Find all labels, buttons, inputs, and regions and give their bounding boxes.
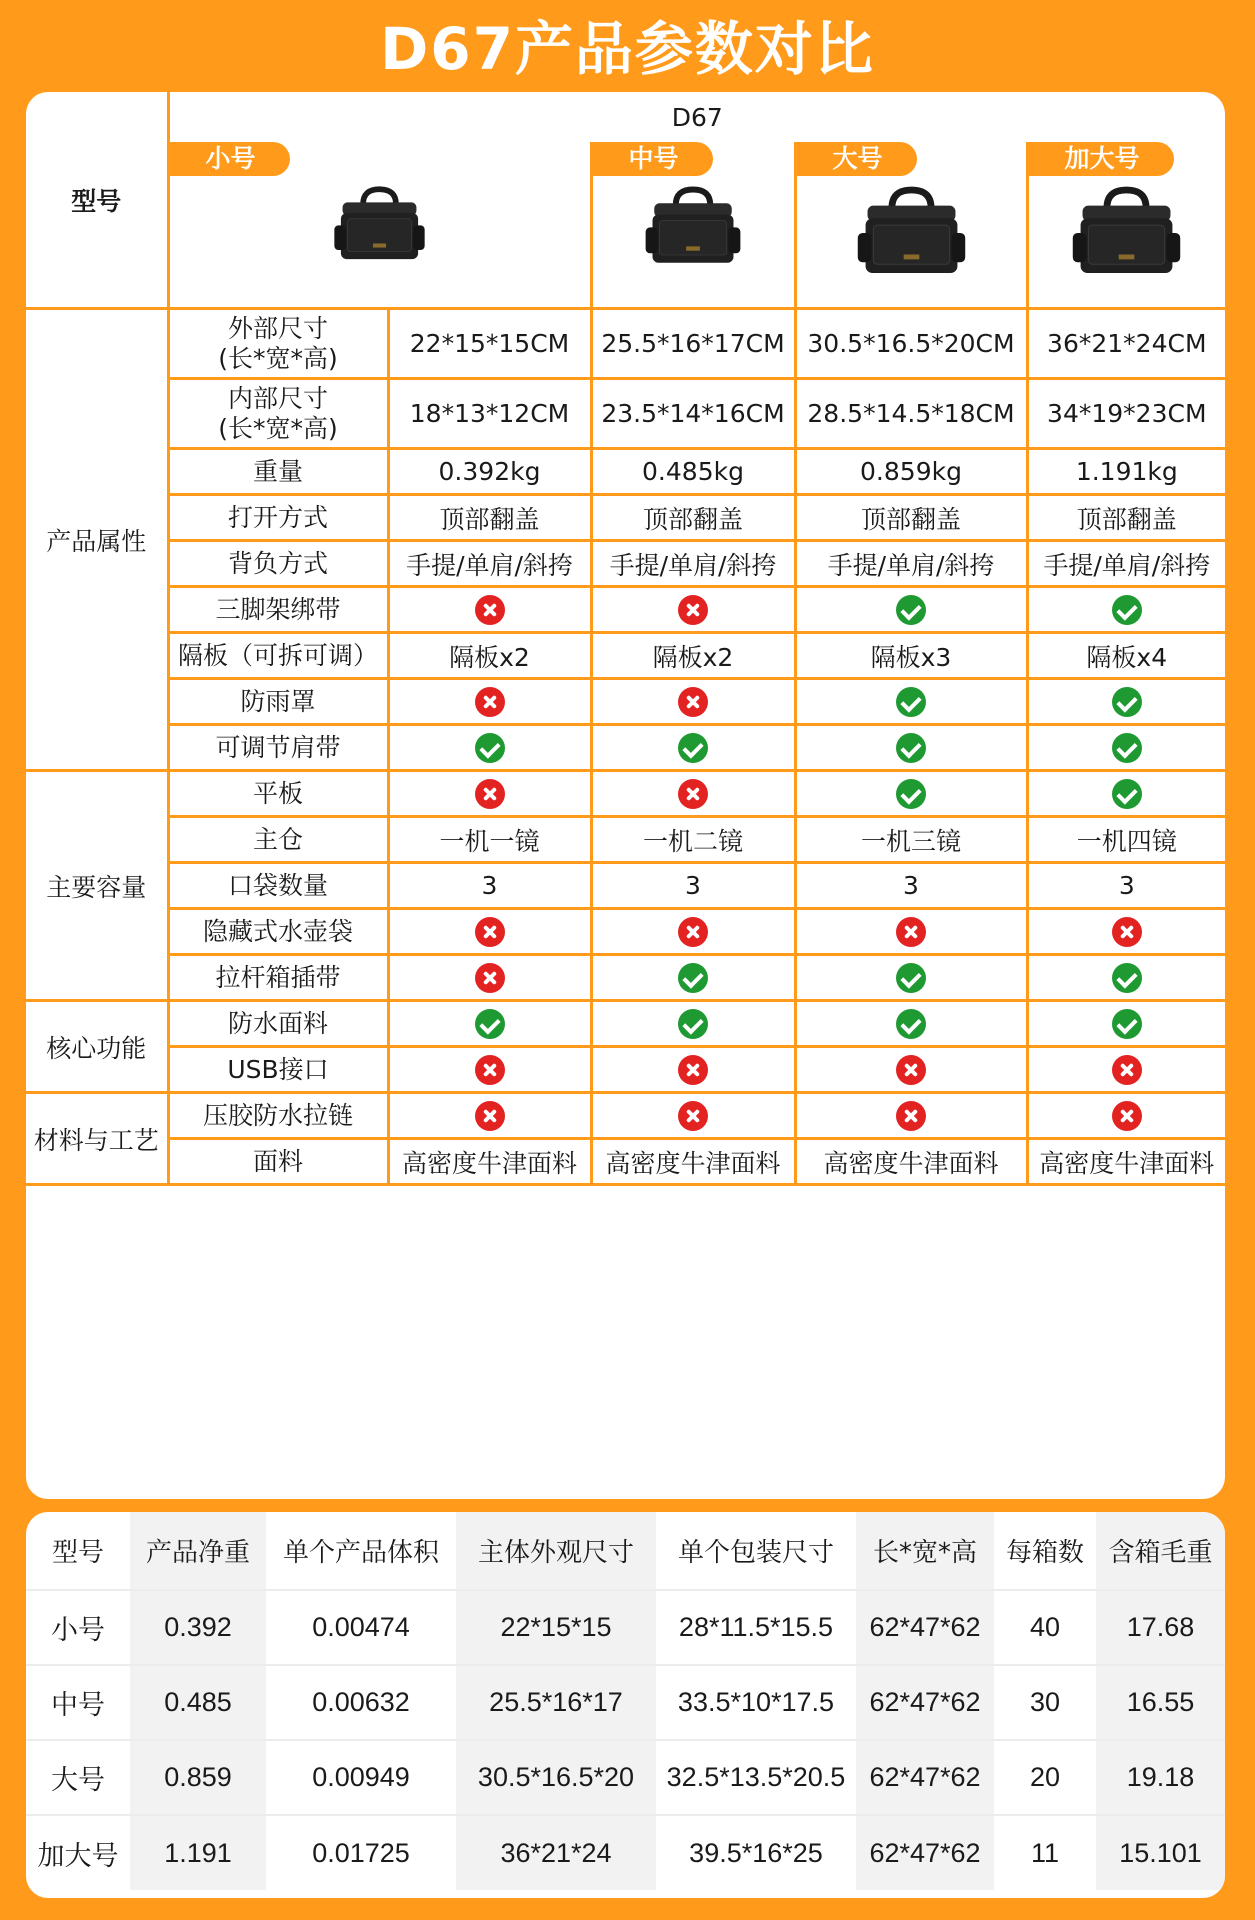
- attribute-value: 34*19*23CM: [1027, 379, 1225, 449]
- packing-header: 型号: [26, 1512, 130, 1590]
- packing-value: 20: [994, 1740, 1096, 1815]
- feature-yes: [795, 587, 1027, 633]
- packing-value: 0.00474: [266, 1590, 456, 1665]
- packing-value: 32.5*13.5*20.5: [656, 1740, 856, 1815]
- attribute-value: 25.5*16*17CM: [591, 309, 795, 379]
- group-label: 产品属性: [26, 309, 168, 771]
- attribute-label: 压胶防水拉链: [168, 1093, 388, 1139]
- packing-value: 17.68: [1096, 1590, 1225, 1665]
- feature-yes: [1027, 771, 1225, 817]
- packing-header: 含箱毛重: [1096, 1512, 1225, 1590]
- feature-no: [1027, 1047, 1225, 1093]
- check-icon: [1112, 1009, 1142, 1039]
- feature-yes: [591, 1001, 795, 1047]
- attribute-value: 18*13*12CM: [388, 379, 591, 449]
- attribute-value: 一机二镜: [591, 817, 795, 863]
- packing-info-card: [26, 1512, 1225, 1898]
- feature-yes: [1027, 1001, 1225, 1047]
- feature-yes: [795, 1001, 1027, 1047]
- attribute-value: 顶部翻盖: [795, 495, 1027, 541]
- check-icon: [475, 1009, 505, 1039]
- packing-value: 0.00949: [266, 1740, 456, 1815]
- feature-yes: [591, 955, 795, 1001]
- attribute-value: 1.191kg: [1027, 449, 1225, 495]
- attribute-label: 外部尺寸 (长*宽*高): [168, 309, 388, 379]
- packing-value: 19.18: [1096, 1740, 1225, 1815]
- attribute-value: 顶部翻盖: [388, 495, 591, 541]
- feature-no: [591, 909, 795, 955]
- cross-icon: [678, 687, 708, 717]
- feature-no: [1027, 1093, 1225, 1139]
- feature-yes: [1027, 587, 1225, 633]
- check-icon: [678, 1009, 708, 1039]
- group-label: 核心功能: [26, 1001, 168, 1093]
- size-header-1: [591, 142, 795, 309]
- size-tab: 加大号: [1029, 142, 1174, 176]
- cross-icon: [678, 779, 708, 809]
- model-header: 型号: [26, 92, 168, 309]
- cross-icon: [475, 595, 505, 625]
- size-header-0: [168, 142, 591, 309]
- cross-icon: [678, 1055, 708, 1085]
- size-tab: 中号: [593, 142, 713, 176]
- page-title: D67产品参数对比: [380, 15, 875, 83]
- packing-value: 0.01725: [312, 1837, 410, 1868]
- attribute-value: 隔板x4: [1027, 633, 1225, 679]
- feature-yes: [1027, 679, 1225, 725]
- size-tab: 小号: [170, 142, 290, 176]
- product-code: D67: [168, 92, 1225, 142]
- size-tab: 大号: [797, 142, 917, 176]
- attribute-label: 隔板（可拆可调）: [168, 633, 388, 679]
- packing-value: 62*47*62: [856, 1590, 994, 1665]
- bag-image: [797, 186, 1026, 279]
- attribute-value: 高密度牛津面料: [388, 1139, 591, 1185]
- packing-header: 主体外观尺寸: [456, 1512, 656, 1590]
- cross-icon: [678, 917, 708, 947]
- packing-value: 22*15*15: [456, 1590, 656, 1665]
- attribute-label: 拉杆箱插带: [168, 955, 388, 1001]
- packing-value: 0.392: [130, 1590, 266, 1665]
- packing-value: 33.5*10*17.5: [656, 1665, 856, 1740]
- check-icon: [1112, 779, 1142, 809]
- attribute-label: 三脚架绑带: [168, 587, 388, 633]
- check-icon: [678, 733, 708, 763]
- packing-value: 39.5*16*25: [689, 1837, 823, 1868]
- attribute-label: 重量: [168, 449, 388, 495]
- attribute-label: 防水面料: [168, 1001, 388, 1047]
- check-icon: [1112, 963, 1142, 993]
- cross-icon: [475, 917, 505, 947]
- feature-no: [1027, 909, 1225, 955]
- cross-icon: [678, 595, 708, 625]
- attribute-value: 高密度牛津面料: [795, 1139, 1027, 1185]
- cross-icon: [1112, 1101, 1142, 1131]
- feature-no: [591, 771, 795, 817]
- packing-header: 单个包装尺寸: [656, 1512, 856, 1590]
- feature-no: [388, 1093, 591, 1139]
- feature-yes: [591, 725, 795, 771]
- attribute-value: 0.485kg: [591, 449, 795, 495]
- cross-icon: [896, 917, 926, 947]
- attribute-value: 顶部翻盖: [591, 495, 795, 541]
- packing-header: 每箱数: [994, 1512, 1096, 1590]
- attribute-label: 内部尺寸 (长*宽*高): [168, 379, 388, 449]
- attribute-value: 手提/单肩/斜挎: [591, 541, 795, 587]
- attribute-value: 高密度牛津面料: [1027, 1139, 1225, 1185]
- feature-no: [591, 587, 795, 633]
- feature-yes: [795, 725, 1027, 771]
- attribute-value: 一机一镜: [388, 817, 591, 863]
- feature-yes: [388, 1001, 591, 1047]
- feature-no: [591, 679, 795, 725]
- packing-header: 长*宽*高: [856, 1512, 994, 1590]
- attribute-value: 手提/单肩/斜挎: [1027, 541, 1225, 587]
- attribute-value: 3: [795, 863, 1027, 909]
- feature-no: [795, 1093, 1027, 1139]
- attribute-label: 防雨罩: [168, 679, 388, 725]
- attribute-value: 一机三镜: [795, 817, 1027, 863]
- cross-icon: [896, 1101, 926, 1131]
- packing-header: 单个产品体积: [266, 1512, 456, 1590]
- check-icon: [896, 963, 926, 993]
- packing-header: 产品净重: [130, 1512, 266, 1590]
- feature-no: [388, 909, 591, 955]
- attribute-value: 手提/单肩/斜挎: [388, 541, 591, 587]
- bag-image: [593, 186, 794, 268]
- check-icon: [1112, 595, 1142, 625]
- cross-icon: [475, 1055, 505, 1085]
- packing-model: 加大号: [37, 1840, 119, 1871]
- packing-value: 30.5*16.5*20: [456, 1740, 656, 1815]
- check-icon: [896, 779, 926, 809]
- spec-table: [26, 92, 1225, 1186]
- attribute-value: 3: [1027, 863, 1225, 909]
- cross-icon: [896, 1055, 926, 1085]
- packing-value: 0.00632: [266, 1665, 456, 1740]
- attribute-value: 0.392kg: [388, 449, 591, 495]
- attribute-label: 口袋数量: [168, 863, 388, 909]
- feature-no: [388, 955, 591, 1001]
- attribute-label: 平板: [168, 771, 388, 817]
- attribute-value: 30.5*16.5*20CM: [795, 309, 1027, 379]
- packing-model: 中号: [26, 1665, 130, 1740]
- packing-value: 0.485: [130, 1665, 266, 1740]
- packing-value: 62*47*62: [856, 1665, 994, 1740]
- cross-icon: [678, 1101, 708, 1131]
- feature-yes: [1027, 725, 1225, 771]
- cross-icon: [475, 963, 505, 993]
- attribute-value: 高密度牛津面料: [591, 1139, 795, 1185]
- packing-value: 28*11.5*15.5: [656, 1590, 856, 1665]
- attribute-value: 0.859kg: [795, 449, 1027, 495]
- packing-value: 15.101: [1096, 1815, 1225, 1890]
- check-icon: [1112, 733, 1142, 763]
- cross-icon: [475, 779, 505, 809]
- feature-no: [795, 909, 1027, 955]
- check-icon: [896, 1009, 926, 1039]
- feature-no: [388, 1047, 591, 1093]
- packing-value: 62*47*62: [856, 1815, 994, 1890]
- packing-model: 大号: [26, 1740, 130, 1815]
- feature-no: [388, 771, 591, 817]
- feature-no: [795, 1047, 1027, 1093]
- packing-table: [26, 1512, 1225, 1890]
- attribute-value: 22*15*15CM: [388, 309, 591, 379]
- feature-no: [591, 1047, 795, 1093]
- attribute-value: 顶部翻盖: [1027, 495, 1225, 541]
- cross-icon: [475, 687, 505, 717]
- cross-icon: [1112, 1055, 1142, 1085]
- attribute-value: 3: [591, 863, 795, 909]
- feature-yes: [1027, 955, 1225, 1001]
- size-header-2: [795, 142, 1027, 309]
- packing-value: 16.55: [1096, 1665, 1225, 1740]
- attribute-value: 隔板x3: [795, 633, 1027, 679]
- packing-value: 11: [1030, 1837, 1060, 1868]
- attribute-value: 隔板x2: [388, 633, 591, 679]
- cross-icon: [1112, 917, 1142, 947]
- packing-value: 36*21*24: [456, 1815, 656, 1890]
- attribute-label: 隐藏式水壶袋: [168, 909, 388, 955]
- attribute-label: 可调节肩带: [168, 725, 388, 771]
- check-icon: [896, 687, 926, 717]
- check-icon: [1112, 687, 1142, 717]
- check-icon: [896, 733, 926, 763]
- group-label: 材料与工艺: [26, 1093, 168, 1185]
- attribute-label: 主仓: [168, 817, 388, 863]
- feature-yes: [795, 955, 1027, 1001]
- feature-yes: [795, 771, 1027, 817]
- feature-no: [388, 587, 591, 633]
- packing-value: 40: [994, 1590, 1096, 1665]
- group-label: 主要容量: [26, 771, 168, 1001]
- attribute-label: 背负方式: [168, 541, 388, 587]
- attribute-value: 36*21*24CM: [1027, 309, 1225, 379]
- attribute-value: 一机四镜: [1027, 817, 1225, 863]
- packing-value: 62*47*62: [856, 1740, 994, 1815]
- attribute-value: 隔板x2: [591, 633, 795, 679]
- check-icon: [896, 595, 926, 625]
- feature-yes: [795, 679, 1027, 725]
- attribute-value: 23.5*14*16CM: [591, 379, 795, 449]
- packing-value: 1.191: [130, 1815, 266, 1890]
- size-header-3: [1027, 142, 1225, 309]
- feature-no: [388, 679, 591, 725]
- attribute-label: 打开方式: [168, 495, 388, 541]
- packing-value: 30: [994, 1665, 1096, 1740]
- attribute-label: USB接口: [168, 1047, 388, 1093]
- attribute-value: 3: [388, 863, 591, 909]
- check-icon: [678, 963, 708, 993]
- packing-value: 0.859: [130, 1740, 266, 1815]
- feature-yes: [388, 725, 591, 771]
- spec-comparison-card: [26, 92, 1225, 1499]
- attribute-value: 手提/单肩/斜挎: [795, 541, 1027, 587]
- cross-icon: [475, 1101, 505, 1131]
- bag-image: [1029, 186, 1226, 279]
- attribute-label: 面料: [168, 1139, 388, 1185]
- packing-model: 小号: [26, 1590, 130, 1665]
- attribute-value: 28.5*14.5*18CM: [795, 379, 1027, 449]
- packing-value: 25.5*16*17: [456, 1665, 656, 1740]
- bag-image: [170, 186, 590, 264]
- check-icon: [475, 733, 505, 763]
- feature-no: [591, 1093, 795, 1139]
